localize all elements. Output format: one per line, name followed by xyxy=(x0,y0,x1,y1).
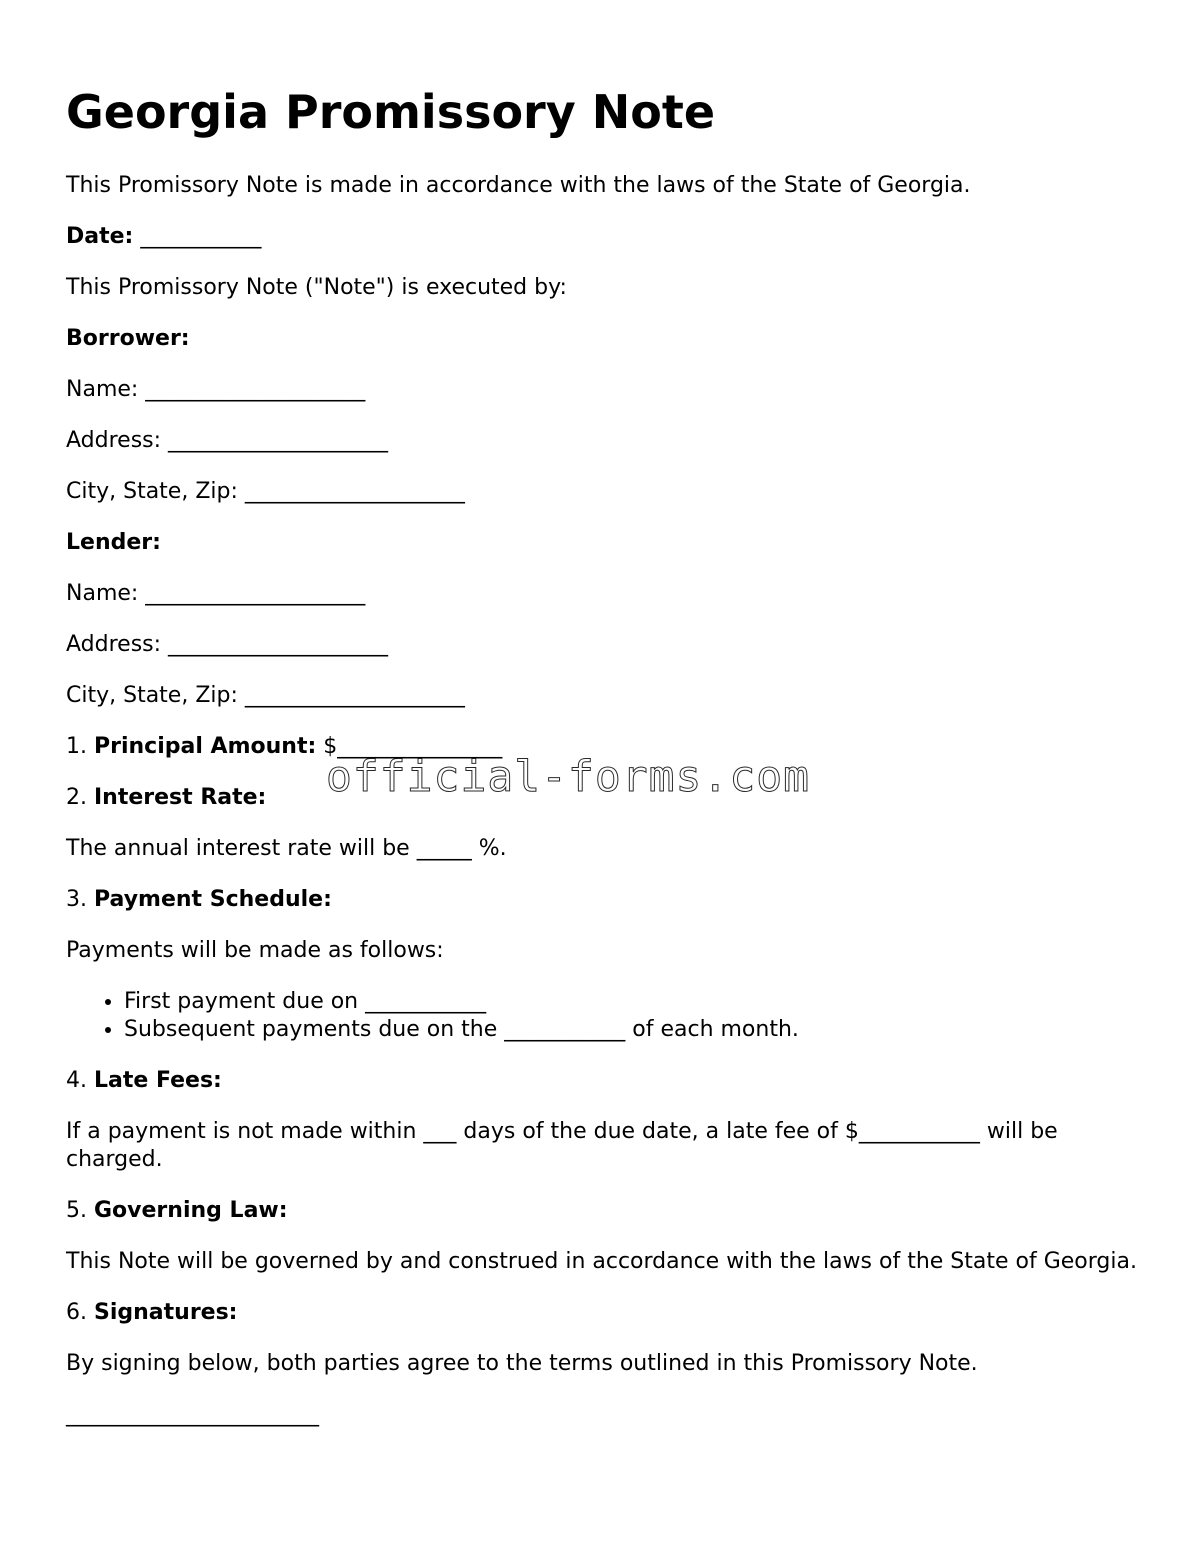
payment-text: Payments will be made as follows: xyxy=(66,938,444,963)
lender-heading: Lender: xyxy=(66,530,161,555)
principal-label: Principal Amount: xyxy=(94,734,317,759)
watermark: official-forms.com xyxy=(326,752,810,802)
late-fees-label: Late Fees: xyxy=(94,1068,222,1093)
governing-law-label: Governing Law: xyxy=(94,1198,288,1223)
principal-blank: $_______________ xyxy=(323,734,503,759)
lender-address: Address: ____________________ xyxy=(66,632,389,657)
section-number: 1. xyxy=(66,734,87,759)
date-label: Date: xyxy=(66,224,134,249)
section-number: 3. xyxy=(66,887,87,912)
list-item: • Subsequent payments due on the ___________ of each month. xyxy=(124,1016,1146,1044)
payment-heading xyxy=(66,886,1146,914)
section-number: 6. xyxy=(66,1300,87,1325)
section-number: 5. xyxy=(66,1198,87,1223)
late-fees-heading xyxy=(66,1067,1146,1095)
lender-city: City, State, Zip: ____________________ xyxy=(66,683,465,708)
date-blank: ___________ xyxy=(140,224,262,249)
borrower-name: Name: ____________________ xyxy=(66,377,366,402)
payment-label: Payment Schedule: xyxy=(94,887,332,912)
date-line xyxy=(66,223,1146,251)
borrower-city: City, State, Zip: ____________________ xyxy=(66,479,465,504)
borrower-address: Address: ____________________ xyxy=(66,428,389,453)
governing-law-text: This Note will be governed by and construed in accordance with the laws of the State of Georgia. xyxy=(66,1249,1137,1274)
signatures-label: Signatures: xyxy=(94,1300,238,1325)
interest-label: Interest Rate: xyxy=(94,785,267,810)
governing-law-heading xyxy=(66,1197,1146,1225)
page-title: Georgia Promissory Note xyxy=(66,85,716,139)
signature-line: _______________________ xyxy=(66,1402,319,1427)
lender-name: Name: ____________________ xyxy=(66,581,366,606)
borrower-heading: Borrower: xyxy=(66,326,190,351)
signatures-heading xyxy=(66,1299,1146,1327)
section-number: 4. xyxy=(66,1068,87,1093)
signatures-text: By signing below, both parties agree to the terms outlined in this Promissory Note. xyxy=(66,1351,978,1376)
late-fees-text: If a payment is not made within ___ days of the due date, a late fee of $___________ will be charged. xyxy=(66,1119,1058,1172)
executed-by-text: This Promissory Note ("Note") is executed by: xyxy=(66,275,567,300)
section-number: 2. xyxy=(66,785,87,810)
intro-text: This Promissory Note is made in accordance with the laws of the State of Georgia. xyxy=(66,173,971,198)
list-item: • First payment due on ___________ xyxy=(124,988,1146,1016)
payment-list xyxy=(66,988,1146,1044)
interest-text: The annual interest rate will be _____ %. xyxy=(66,836,507,861)
